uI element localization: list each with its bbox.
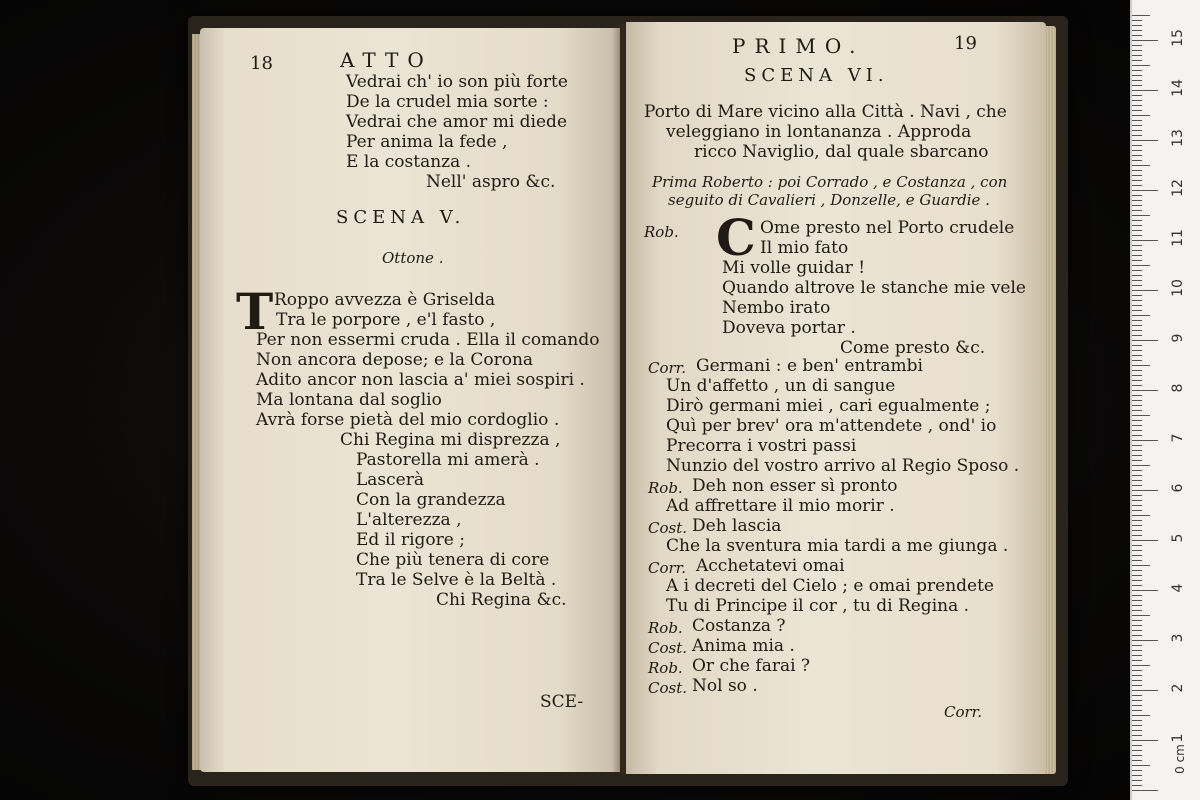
ruler-tick (1132, 105, 1142, 106)
ruler-tick (1132, 475, 1142, 476)
drop-cap: C (716, 208, 756, 267)
ruler-tick (1132, 655, 1142, 656)
ruler-tick (1132, 70, 1142, 71)
ruler-tick (1132, 560, 1142, 561)
ruler-tick (1132, 490, 1158, 491)
ruler-tick (1132, 585, 1142, 586)
ruler-tick (1132, 620, 1142, 621)
dialogue-line: Deh non esser sì pronto (692, 476, 898, 496)
speaker: Corr. (648, 559, 686, 577)
ruler-tick (1132, 715, 1150, 716)
ruler-tick (1132, 130, 1142, 131)
scene-heading: SCENA VI. (744, 65, 889, 86)
ruler-number: 2 (1170, 683, 1186, 693)
ruler-number: 7 (1170, 433, 1186, 443)
dialogue-line: Or che farai ? (692, 656, 811, 676)
ruler-tick (1132, 280, 1142, 281)
ruler-tick (1132, 115, 1150, 116)
refrain: Chi Regina &c. (436, 590, 567, 610)
ruler-tick (1132, 760, 1142, 761)
ruler-tick (1132, 110, 1142, 111)
ruler-tick (1132, 345, 1142, 346)
ruler-tick (1132, 465, 1150, 466)
ruler-tick (1132, 555, 1142, 556)
ruler-tick (1132, 190, 1158, 191)
ruler-tick (1132, 150, 1142, 151)
ruler-tick (1132, 425, 1142, 426)
speaker: Rob. (648, 659, 683, 677)
ruler-tick (1132, 610, 1142, 611)
dialogue-line: Un d'affetto , un di sangue (666, 376, 896, 396)
ruler-tick (1132, 635, 1142, 636)
ruler-tick (1132, 175, 1142, 176)
ruler-number: 10 (1170, 279, 1186, 297)
ruler-tick (1132, 700, 1142, 701)
ruler-tick (1132, 55, 1142, 56)
dialogue-line: Tu di Principe il cor , tu di Regina . (666, 596, 970, 616)
ruler-tick (1132, 260, 1142, 261)
ruler-tick (1132, 285, 1142, 286)
ruler-tick (1132, 505, 1142, 506)
verse-line: Quando altrove le stanche mie vele (722, 278, 1026, 298)
verse-line: Avrà forse pietà del mio cordoglio . (256, 410, 560, 430)
dialogue-line: Costanza ? (692, 616, 786, 636)
ruler-tick (1132, 775, 1142, 776)
ruler-tick (1132, 650, 1142, 651)
refrain: Nell' aspro &c. (426, 172, 556, 192)
ruler-tick (1132, 275, 1142, 276)
dialogue-line: Anima mia . (692, 636, 795, 656)
ruler-tick (1132, 205, 1142, 206)
catchword: SCE- (540, 692, 584, 712)
ruler-tick (1132, 580, 1142, 581)
ruler-tick (1132, 85, 1142, 86)
ruler-tick (1132, 510, 1142, 511)
ruler-tick (1132, 730, 1142, 731)
ruler-tick (1132, 535, 1142, 536)
ruler-tick (1132, 375, 1142, 376)
ruler-tick (1132, 525, 1142, 526)
ruler-tick (1132, 550, 1142, 551)
ruler-tick (1132, 605, 1142, 606)
ruler-tick (1132, 690, 1158, 691)
page-number-right: 19 (954, 33, 977, 54)
ruler-tick (1132, 65, 1150, 66)
ruler-tick (1132, 315, 1150, 316)
ruler-tick (1132, 485, 1142, 486)
ruler-tick (1132, 670, 1142, 671)
ruler-tick (1132, 185, 1142, 186)
ruler-tick (1132, 270, 1142, 271)
speaker: Rob. (648, 619, 683, 637)
ruler-number: 15 (1170, 29, 1186, 47)
speaker: Rob. (644, 223, 679, 241)
dialogue-line: Quì per brev' ora m'attendete , ond' io (666, 416, 997, 436)
page-number-left: 18 (250, 53, 273, 74)
ruler-tick (1132, 410, 1142, 411)
speaker: Cost. (648, 679, 688, 697)
ruler-tick (1132, 80, 1142, 81)
ruler-tick (1132, 310, 1142, 311)
ruler-tick (1132, 20, 1142, 21)
ruler-tick (1132, 75, 1142, 76)
ruler-tick (1132, 495, 1142, 496)
dialogue-line: A i decreti del Cielo ; e omai prendete (666, 576, 994, 596)
ruler-tick (1132, 615, 1150, 616)
ruler-tick (1132, 445, 1142, 446)
dialogue-line: Acchetatevi omai (696, 556, 845, 576)
scene-heading: SCENA V. (336, 207, 466, 228)
ruler-tick (1132, 675, 1142, 676)
ruler-tick (1132, 320, 1142, 321)
ruler-tick (1132, 35, 1142, 36)
verse-line: Il mio fato (760, 238, 849, 258)
ruler-tick (1132, 25, 1142, 26)
left-page (200, 28, 620, 772)
ruler-number: 5 (1170, 533, 1186, 543)
ruler-tick (1132, 240, 1158, 241)
aria-line: Ed il rigore ; (356, 530, 465, 550)
ruler-tick (1132, 140, 1158, 141)
ruler-tick (1132, 385, 1142, 386)
ruler-number: 11 (1170, 229, 1186, 247)
ruler-tick (1132, 145, 1142, 146)
dialogue-line: Ad affrettare il mio morir . (666, 496, 895, 516)
aria-line: Chi Regina mi disprezza , (340, 430, 561, 450)
ruler-tick (1132, 195, 1142, 196)
catchword: Corr. (944, 703, 982, 721)
ruler-tick (1132, 15, 1150, 16)
ruler-tick (1132, 30, 1142, 31)
speaker: Rob. (648, 479, 683, 497)
ruler-tick (1132, 355, 1142, 356)
dialogue-line: Deh lascia (692, 516, 782, 536)
ruler-tick (1132, 695, 1142, 696)
ruler-tick (1132, 685, 1142, 686)
ruler-tick (1132, 790, 1158, 791)
dialogue-line: Nunzio del vostro arrivo al Regio Sposo . (666, 456, 1020, 476)
verse-line: Ma lontana dal soglio (256, 390, 442, 410)
verse-line: Vedrai che amor mi diede (346, 112, 567, 132)
ruler-number: 9 (1170, 333, 1186, 343)
ruler-tick (1132, 90, 1158, 91)
ruler-tick (1132, 125, 1142, 126)
ruler-tick (1132, 245, 1142, 246)
ruler-tick (1132, 180, 1142, 181)
ruler-tick (1132, 225, 1142, 226)
refrain: Come presto &c. (840, 338, 986, 358)
aria-line: Che più tenera di core (356, 550, 550, 570)
ruler-tick (1132, 460, 1142, 461)
ruler-tick (1132, 300, 1142, 301)
verse-line: Mi volle guidar ! (722, 258, 866, 278)
ruler-tick (1132, 680, 1142, 681)
ruler-tick (1132, 330, 1142, 331)
ruler-tick (1132, 455, 1142, 456)
ruler-tick (1132, 100, 1142, 101)
ruler-tick (1132, 600, 1142, 601)
ruler-tick (1132, 400, 1142, 401)
speaker: Cost. (648, 519, 688, 537)
ruler-tick (1132, 255, 1142, 256)
aria-line: Con la grandezza (356, 490, 506, 510)
ruler-number: 6 (1170, 483, 1186, 493)
right-page (626, 22, 1046, 774)
verse-line: E la costanza . (346, 152, 472, 172)
ruler-tick (1132, 360, 1142, 361)
ruler-tick (1132, 470, 1142, 471)
verse-line: Ome presto nel Porto crudele (760, 218, 1015, 238)
aria-line: L'alterezza , (356, 510, 462, 530)
ruler-tick (1132, 530, 1142, 531)
aria-line: Pastorella mi amerà . (356, 450, 540, 470)
ruler-tick (1132, 740, 1158, 741)
ruler-tick (1132, 120, 1142, 121)
ruler-tick (1132, 435, 1142, 436)
dialogue-line: Germani : e ben' entrambi (696, 356, 923, 376)
verse-line: De la crudel mia sorte : (346, 92, 549, 112)
verse-line: Non ancora depose; e la Corona (256, 350, 534, 370)
ruler-tick (1132, 545, 1142, 546)
ruler-number: 4 (1170, 583, 1186, 593)
ruler-tick (1132, 780, 1142, 781)
ruler-tick (1132, 720, 1142, 721)
ruler-tick (1132, 200, 1142, 201)
dialogue-line: Nol so . (692, 676, 758, 696)
ruler-tick (1132, 705, 1142, 706)
speaker: Cost. (648, 639, 688, 657)
ruler-tick (1132, 210, 1142, 211)
characters-line: Prima Roberto : poi Corrado , e Costanza , con (652, 173, 1008, 191)
ruler-tick (1132, 785, 1142, 786)
ruler-tick (1132, 305, 1142, 306)
ruler-tick (1132, 765, 1150, 766)
ruler-tick (1132, 40, 1158, 41)
verse-line: Tra le porpore , e'l fasto , (276, 310, 496, 330)
ruler-tick (1132, 450, 1142, 451)
ruler-tick (1132, 50, 1142, 51)
ruler-number: 3 (1170, 633, 1186, 643)
ruler-tick (1132, 60, 1142, 61)
ruler-tick (1132, 170, 1142, 171)
ruler-tick (1132, 665, 1150, 666)
ruler-tick (1132, 340, 1158, 341)
ruler-unit-label: 0 cm (1173, 744, 1187, 774)
verse-line: Per anima la fede , (346, 132, 508, 152)
ruler-tick (1132, 540, 1158, 541)
verse-line: Per non essermi cruda . Ella il comando (256, 330, 600, 350)
ruler-tick (1132, 350, 1142, 351)
ruler-tick (1132, 770, 1142, 771)
running-head-right: PRIMO. (732, 34, 865, 58)
ruler-tick (1132, 415, 1150, 416)
ruler-tick (1132, 220, 1142, 221)
aria-line: Tra le Selve è la Beltà . (356, 570, 557, 590)
dialogue-line: Che la sventura mia tardi a me giunga . (666, 536, 1009, 556)
ruler-tick (1132, 45, 1142, 46)
ruler-tick (1132, 395, 1142, 396)
ruler-tick (1132, 230, 1142, 231)
ruler-number: 13 (1170, 129, 1186, 147)
characters-line: seguito di Cavalieri , Donzelle, e Guardie . (668, 191, 990, 209)
ruler-tick (1132, 165, 1150, 166)
ruler-tick (1132, 575, 1142, 576)
aria-line: Lascerà (356, 470, 424, 490)
ruler-tick (1132, 735, 1142, 736)
ruler-tick (1132, 590, 1158, 591)
ruler-tick (1132, 380, 1142, 381)
ruler-tick (1132, 325, 1142, 326)
ruler-tick (1132, 250, 1142, 251)
speaker: Corr. (648, 359, 686, 377)
dialogue-line: Precorra i vostri passi (666, 436, 857, 456)
ruler-tick (1132, 95, 1142, 96)
ruler-tick (1132, 570, 1142, 571)
verse-line: Vedrai ch' io son più forte (346, 72, 568, 92)
ruler-tick (1132, 405, 1142, 406)
ruler-tick (1132, 265, 1150, 266)
ruler-number: 1 (1170, 733, 1186, 743)
ruler-tick (1132, 630, 1142, 631)
ruler-tick (1132, 155, 1142, 156)
setting-line: veleggiano in lontananza . Approda (666, 122, 972, 142)
character-name: Ottone . (382, 249, 444, 267)
ruler-tick (1132, 755, 1142, 756)
ruler-tick (1132, 660, 1142, 661)
ruler-tick (1132, 430, 1142, 431)
ruler-tick (1132, 710, 1142, 711)
dialogue-line: Dirò germani miei , cari egualmente ; (666, 396, 991, 416)
ruler-tick (1132, 750, 1142, 751)
ruler-tick (1132, 365, 1150, 366)
ruler-tick (1132, 335, 1142, 336)
ruler-tick (1132, 520, 1142, 521)
ruler-tick (1132, 420, 1142, 421)
ruler-tick (1132, 215, 1150, 216)
drop-cap: T (236, 282, 274, 341)
ruler-tick (1132, 640, 1158, 641)
ruler-number: 14 (1170, 79, 1186, 97)
running-head-left: ATTO (340, 48, 433, 72)
verse-line: Roppo avvezza è Griselda (274, 290, 496, 310)
measurement-ruler (1130, 0, 1200, 800)
ruler-tick (1132, 390, 1158, 391)
verse-line: Doveva portar . (722, 318, 856, 338)
ruler-tick (1132, 500, 1142, 501)
ruler-number: 12 (1170, 179, 1186, 197)
ruler-tick (1132, 480, 1142, 481)
ruler-tick (1132, 440, 1158, 441)
verse-line: Adito ancor non lascia a' miei sospiri . (256, 370, 585, 390)
ruler-tick (1132, 645, 1142, 646)
ruler-tick (1132, 235, 1142, 236)
ruler-tick (1132, 515, 1150, 516)
ruler-tick (1132, 625, 1142, 626)
setting-line: Porto di Mare vicino alla Città . Navi , che (644, 102, 1007, 122)
ruler-tick (1132, 135, 1142, 136)
setting-line: ricco Naviglio, dal quale sbarcano (694, 142, 989, 162)
verse-line: Nembo irato (722, 298, 831, 318)
ruler-tick (1132, 370, 1142, 371)
ruler-tick (1132, 745, 1142, 746)
ruler-tick (1132, 725, 1142, 726)
ruler-tick (1132, 295, 1142, 296)
ruler-tick (1132, 160, 1142, 161)
ruler-tick (1132, 595, 1142, 596)
ruler-tick (1132, 565, 1150, 566)
ruler-tick (1132, 290, 1158, 291)
ruler-number: 8 (1170, 383, 1186, 393)
